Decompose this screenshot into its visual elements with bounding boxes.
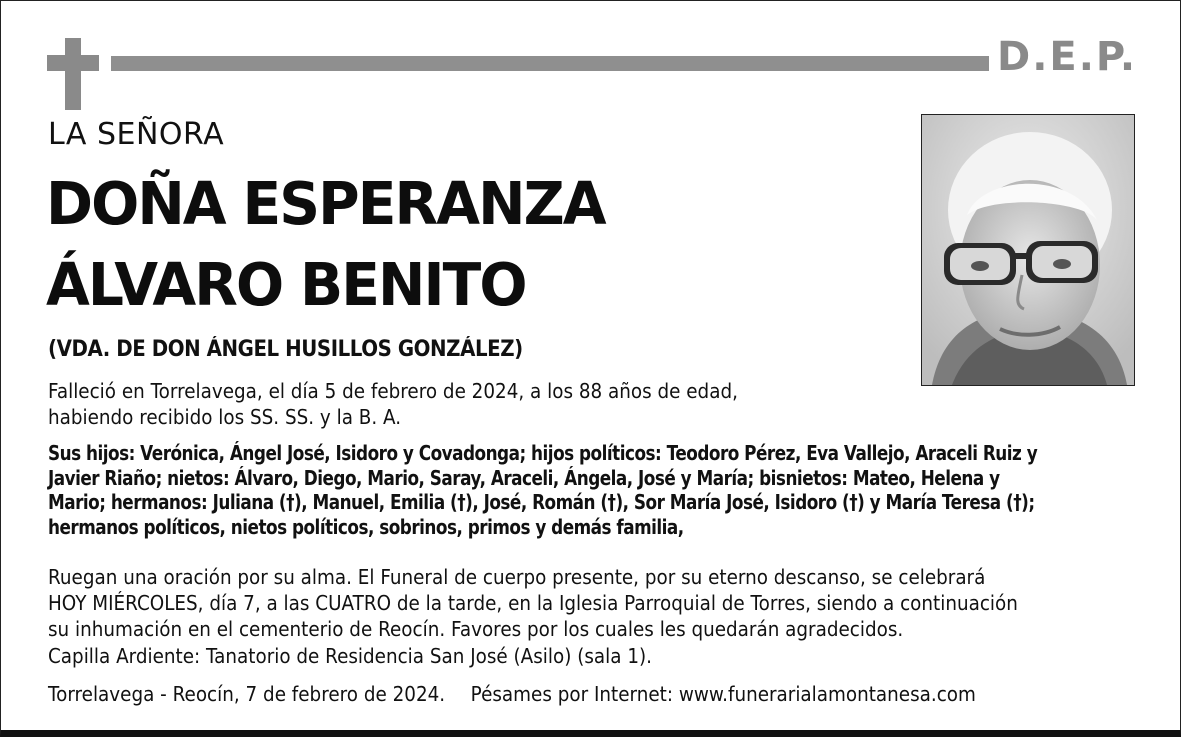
widow-note: (VDA. DE DON ÁNGEL HUSILLOS GONZÁLEZ): [48, 337, 523, 362]
death-notice-line: habiendo recibido los SS. SS. y la B. A.: [48, 405, 402, 430]
header-rule: [111, 56, 989, 71]
deceased-name-line-1: DOÑA ESPERANZA: [46, 169, 605, 238]
funeral-line: su inhumación en el cementerio de Reocín. Favores por los cuales les quedarán agradecidos.: [48, 617, 904, 642]
death-notice-line: Falleció en Torrelavega, el día 5 de febrero de 2024, a los 88 años de edad,: [48, 379, 738, 403]
family-list: [48, 441, 1037, 539]
family-line: Javier Riaño; nietos: Álvaro, Diego, Mario, Saray, Araceli, Ángela, José y María; bisnietos: Mateo, Helena y: [48, 465, 1000, 490]
place-date: Torrelavega - Reocín, 7 de febrero de 2024.: [48, 682, 446, 706]
family-line: hermanos políticos, nietos políticos, sobrinos, primos y demás familia,: [48, 514, 684, 539]
family-line: Sus hijos: Verónica, Ángel José, Isidoro y Covadonga; hijos políticos: Teodoro Pérez, Eva Vallejo, Araceli Ruiz y: [48, 441, 1038, 465]
cross-icon: [47, 38, 99, 110]
death-notice: [48, 378, 738, 430]
funeral-details: [48, 564, 1018, 669]
family-line: Mario; hermanos: Juliana (†), Manuel, Emilia (†), José, Román (†), Sor María José, Isidoro (†) y María Teresa (†);: [48, 490, 1035, 515]
funeral-line: Capilla Ardiente: Tanatorio de Residencia San José (Asilo) (sala 1).: [48, 643, 652, 668]
deceased-name-line-2: ÁLVARO BENITO: [46, 250, 526, 319]
funeral-line: HOY MIÉRCOLES, día 7, a las CUATRO de la tarde, en la Iglesia Parroquial de Torres, siendo a continuación: [48, 591, 1018, 616]
portrait-photo: [921, 114, 1135, 386]
condolences-website: Pésames por Internet: www.funerarialamontanesa.com: [470, 682, 976, 706]
funeral-line: Ruegan una oración por su alma. El Funeral de cuerpo presente, por su eterno descanso, se celebrará: [48, 565, 986, 589]
footer: [48, 682, 976, 706]
intro-label: LA SEÑORA: [48, 117, 225, 152]
dep-label: D.E.P.: [997, 34, 1138, 80]
